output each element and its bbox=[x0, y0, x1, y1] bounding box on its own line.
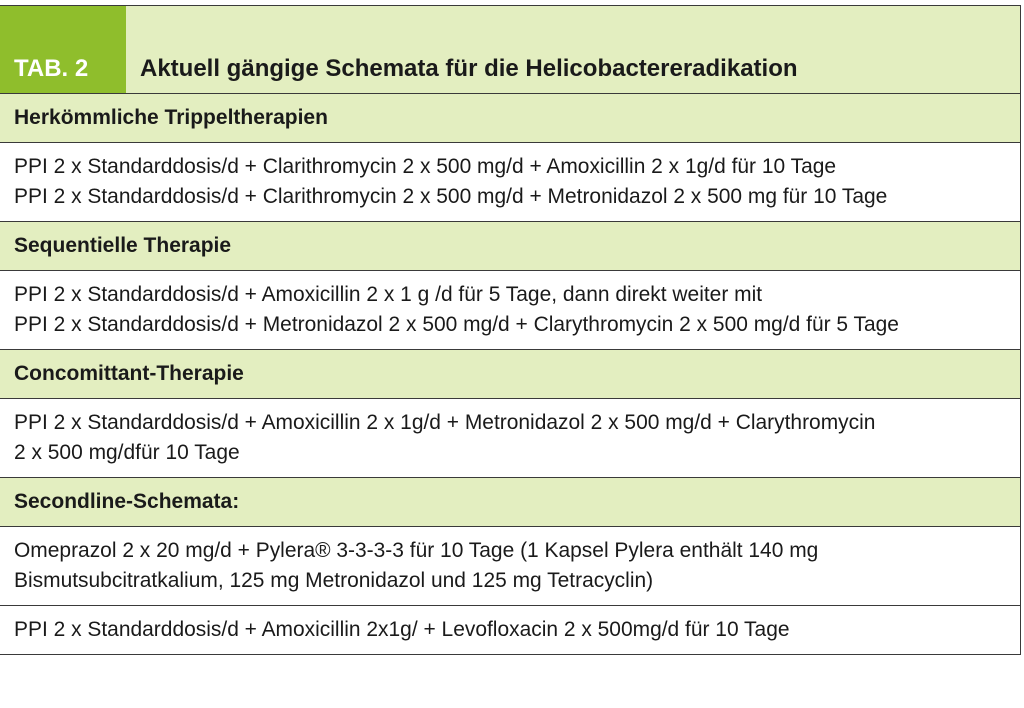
regimen-row bbox=[0, 399, 1020, 478]
section-heading: Herkömmliche Trippeltherapien bbox=[0, 94, 1020, 143]
regimen-line: PPI 2 x Standarddosis/d + Metronidazol 2 x 500 mg/d + Clarythromycin 2 x 500 mg/d für 5 Tage bbox=[14, 313, 899, 336]
regimen-line: PPI 2 x Standarddosis/d + Amoxicillin 2x1g/ + Levofloxacin 2 x 500mg/d für 10 Tage bbox=[14, 618, 790, 641]
regimen-row bbox=[0, 271, 1020, 350]
regimen-line: 2 x 500 mg/dfür 10 Tage bbox=[14, 441, 240, 464]
section-heading: Concomittant-Therapie bbox=[0, 350, 1020, 399]
regimen-row bbox=[0, 527, 1020, 606]
regimen-row bbox=[0, 143, 1020, 222]
table-header bbox=[0, 6, 1020, 94]
table-body bbox=[0, 94, 1020, 654]
regimen-table bbox=[0, 5, 1021, 655]
regimen-line: PPI 2 x Standarddosis/d + Clarithromycin 2 x 500 mg/d + Amoxicillin 2 x 1g/d für 10 Tage bbox=[14, 155, 837, 178]
table-number-badge: TAB. 2 bbox=[0, 6, 126, 93]
section-heading: Sequentielle Therapie bbox=[0, 222, 1020, 271]
regimen-line: PPI 2 x Standarddosis/d + Amoxicillin 2 x 1 g /d für 5 Tage, dann direkt weiter mit bbox=[14, 283, 763, 306]
regimen-line: PPI 2 x Standarddosis/d + Amoxicillin 2 x 1g/d + Metronidazol 2 x 500 mg/d + Clarythromycin bbox=[14, 411, 876, 434]
regimen-line: Bismutsubcitratkalium, 125 mg Metronidazol und 125 mg Tetracyclin) bbox=[14, 569, 654, 592]
regimen-line: Omeprazol 2 x 20 mg/d + Pylera® 3-3-3-3 für 10 Tage (1 Kapsel Pylera enthält 140 mg bbox=[14, 539, 819, 562]
table-title: Aktuell gängige Schemata für die Helicobactereradikation bbox=[126, 6, 1020, 93]
regimen-line: PPI 2 x Standarddosis/d + Clarithromycin 2 x 500 mg/d + Metronidazol 2 x 500 mg für 10 Tage bbox=[14, 185, 888, 208]
regimen-row bbox=[0, 606, 1020, 654]
section-heading: Secondline-Schemata: bbox=[0, 478, 1020, 527]
